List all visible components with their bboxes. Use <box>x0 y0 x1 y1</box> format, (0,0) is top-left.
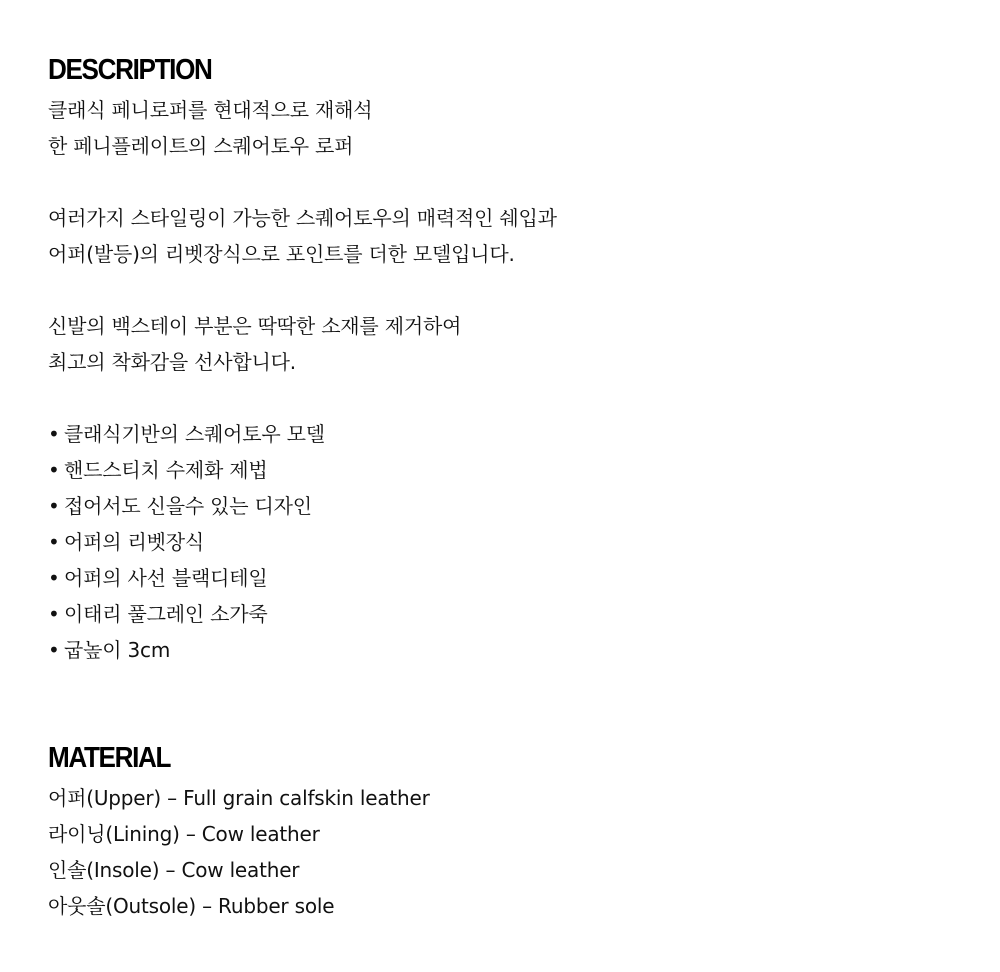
bullet-icon: • <box>48 458 60 482</box>
feature-list-item <box>48 524 948 560</box>
feature-list <box>48 416 948 668</box>
bullet-icon: • <box>48 638 60 662</box>
feature-list-item <box>48 452 948 488</box>
bullet-icon: • <box>48 566 60 590</box>
feature-text: 굽높이 3cm <box>64 638 171 662</box>
bullet-icon: • <box>48 530 60 554</box>
paragraph-spacer <box>48 380 948 416</box>
material-item: 인솔(Insole) – Cow leather <box>48 858 300 882</box>
description-line: 여러가지 스타일링이 가능한 스퀘어토우의 매력적인 쉐입과 <box>48 206 557 230</box>
description-heading: DESCRIPTION <box>48 54 212 86</box>
feature-list-item <box>48 560 948 596</box>
feature-text: 핸드스티치 수제화 제법 <box>64 458 268 482</box>
description-line: 최고의 착화감을 선사합니다. <box>48 350 296 374</box>
feature-text: 이태리 풀그레인 소가죽 <box>64 602 268 626</box>
description-line: 클래식 페니로퍼를 현대적으로 재해석 <box>48 98 373 122</box>
feature-text: 어퍼의 사선 블랙디테일 <box>64 566 268 590</box>
feature-list-item <box>48 596 948 632</box>
feature-list-item <box>48 488 948 524</box>
bullet-icon: • <box>48 422 60 446</box>
description-body <box>48 92 948 668</box>
paragraph-spacer <box>48 164 948 200</box>
feature-text: 어퍼의 리벳장식 <box>64 530 204 554</box>
feature-text: 접어서도 신을수 있는 디자인 <box>64 494 312 518</box>
description-line: 한 페니플레이트의 스퀘어토우 로퍼 <box>48 134 354 158</box>
bullet-icon: • <box>48 494 60 518</box>
material-item: 아웃솔(Outsole) – Rubber sole <box>48 894 335 918</box>
description-section <box>48 52 948 668</box>
material-heading: MATERIAL <box>48 742 171 774</box>
product-detail <box>48 52 948 924</box>
bullet-icon: • <box>48 602 60 626</box>
material-body <box>48 780 948 924</box>
description-line: 신발의 백스테이 부분은 딱딱한 소재를 제거하여 <box>48 314 462 338</box>
feature-text: 클래식기반의 스퀘어토우 모델 <box>64 422 325 446</box>
material-item: 어퍼(Upper) – Full grain calfskin leather <box>48 786 430 810</box>
feature-list-item <box>48 632 948 668</box>
material-section <box>48 740 948 924</box>
paragraph-spacer <box>48 272 948 308</box>
description-line: 어퍼(발등)의 리벳장식으로 포인트를 더한 모델입니다. <box>48 242 515 266</box>
feature-list-item <box>48 416 948 452</box>
material-item: 라이닝(Lining) – Cow leather <box>48 822 320 846</box>
